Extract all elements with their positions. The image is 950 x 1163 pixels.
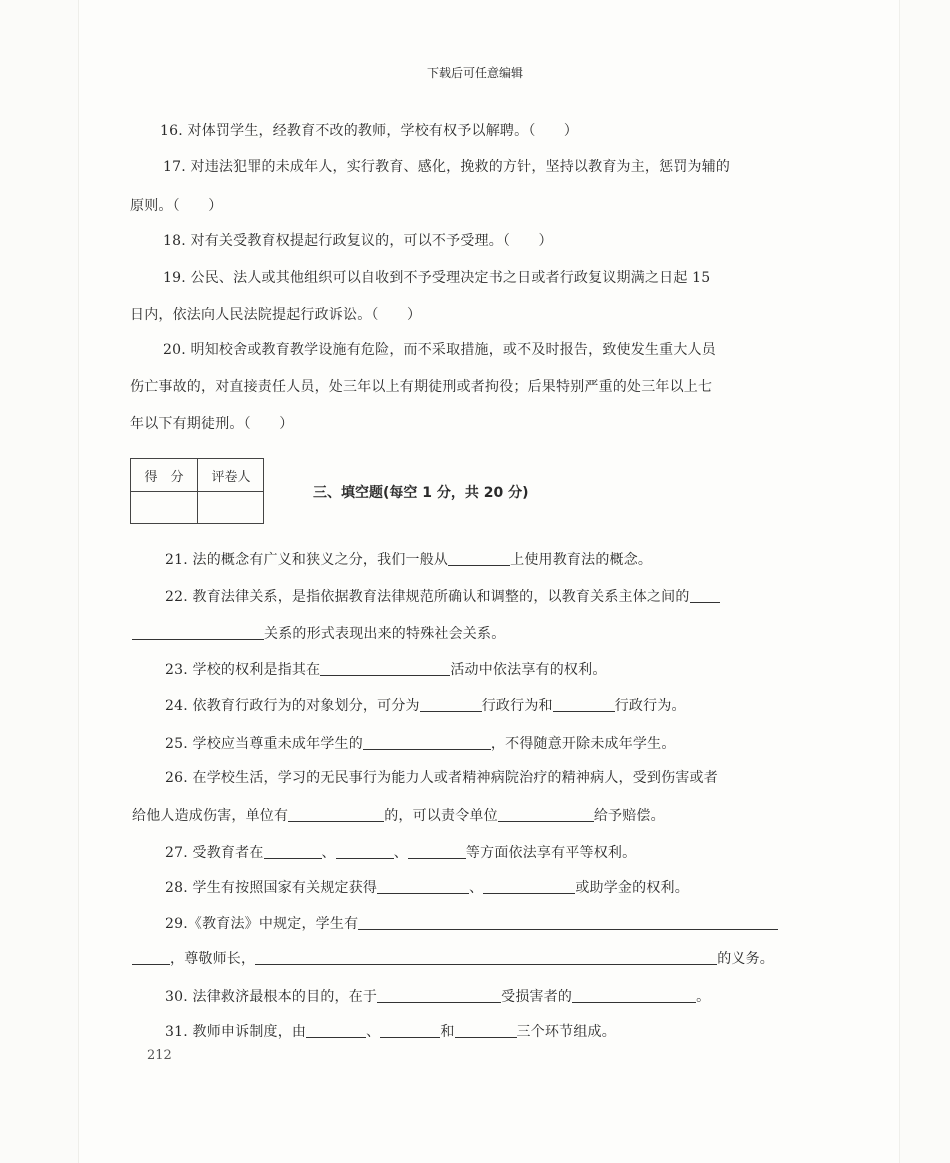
q30-text: 受损害者的 — [501, 989, 573, 1005]
bleed-through-text — [700, 130, 790, 142]
score-table — [130, 458, 264, 524]
q27-text: 等方面依法享有平等权利。 — [465, 845, 637, 861]
q25-text: ，不得随意开除未成年学生。 — [490, 736, 676, 752]
answer-blank[interactable] — [420, 697, 482, 712]
q28-text: 或助学金的权利。 — [575, 880, 689, 896]
answer-blank[interactable] — [690, 588, 720, 603]
page-header: 下载后可任意编辑 — [426, 66, 523, 80]
question-26-line2 — [132, 805, 665, 825]
q25-text: 25. 学校应当尊重未成年学生的 — [165, 736, 363, 752]
q26-text: 给他人造成伤害，单位有 — [132, 808, 289, 824]
question-22-line2 — [132, 623, 505, 643]
q30-text: 30. 法律救济最根本的目的，在于 — [165, 989, 378, 1005]
answer-blank[interactable] — [288, 807, 384, 822]
question-31 — [165, 1021, 616, 1041]
question-20-line2: 伤亡事故的，对直接责任人员，处三年以上有期徒刑或者拘役；后果特别严重的处三年以上七 — [130, 379, 713, 395]
question-20-line3: 年以下有期徒刑。（ ） — [130, 416, 294, 432]
answer-blank[interactable] — [498, 807, 594, 822]
question-25 — [165, 733, 676, 753]
q30-text: 。 — [696, 989, 711, 1005]
page-number: 212 — [147, 1048, 172, 1063]
question-28 — [165, 877, 689, 897]
answer-blank[interactable] — [132, 950, 170, 965]
question-18: 18. 对有关受教育权提起行政复议的，可以不予受理。（ ） — [163, 233, 553, 249]
answer-blank[interactable] — [380, 1023, 440, 1038]
answer-blank[interactable] — [377, 988, 501, 1003]
q29-text: 的义务。 — [717, 951, 775, 967]
q28-text: 、 — [469, 880, 484, 896]
answer-blank[interactable] — [255, 950, 717, 965]
answer-blank[interactable] — [264, 844, 322, 859]
answer-blank[interactable] — [572, 988, 696, 1003]
question-17-line1: 17. 对违法犯罪的未成年人，实行教育、感化，挽救的方针，坚持以教育为主，惩罚为辅的 — [163, 159, 731, 175]
question-16: 16. 对体罚学生，经教育不改的教师，学校有权予以解聘。（ ） — [160, 123, 579, 139]
answer-blank[interactable] — [358, 915, 778, 930]
q24-text: 行政行为和 — [481, 698, 553, 714]
question-22-line1 — [165, 586, 720, 606]
q24-text: 行政行为。 — [614, 698, 686, 714]
question-30 — [165, 986, 710, 1006]
score-label: 得 分 — [144, 470, 184, 485]
question-26-line1: 26. 在学校生活，学习的无民事行为能力人或者精神病院治疗的精神病人，受到伤害或者 — [165, 770, 718, 786]
question-29-line1 — [165, 913, 778, 933]
question-21 — [165, 549, 652, 569]
q22-text: 关系的形式表现出来的特殊社会关系。 — [264, 626, 506, 642]
answer-blank[interactable] — [377, 879, 469, 894]
question-27 — [165, 842, 636, 862]
answer-blank[interactable] — [455, 1023, 517, 1038]
q31-text: 31. 教师申诉制度，由 — [165, 1024, 307, 1040]
answer-blank[interactable] — [306, 1023, 366, 1038]
question-17-line2: 原则。（ ） — [130, 198, 223, 214]
q29-text: ，尊敬师长， — [170, 951, 256, 967]
question-20-line1: 20. 明知校舍或教育教学设施有危险，而不采取措施，或不及时报告，致使发生重大人员 — [163, 342, 716, 358]
answer-blank[interactable] — [363, 735, 491, 750]
answer-blank[interactable] — [408, 844, 466, 859]
section-title: 三、填空题(每空 1 分，共 20 分) — [313, 485, 529, 501]
answer-blank[interactable] — [336, 844, 394, 859]
q24-text: 24. 依教育行政行为的对象划分，可分为 — [165, 698, 420, 714]
answer-blank[interactable] — [553, 697, 615, 712]
q27-text: 27. 受教育者在 — [165, 845, 264, 861]
q21-text: 上使用教育法的概念。 — [510, 552, 653, 568]
answer-blank[interactable] — [448, 551, 510, 566]
q23-text: 23. 学校的权利是指其在 — [165, 662, 321, 678]
answer-blank[interactable] — [132, 625, 264, 640]
question-19-line2: 日内，依法向人民法院提起行政诉讼。（ ） — [130, 307, 422, 323]
q31-text: 、 — [366, 1024, 381, 1040]
answer-blank[interactable] — [483, 879, 575, 894]
question-29-line2 — [132, 948, 774, 968]
question-23 — [165, 659, 607, 679]
q21-text: 21. 法的概念有广义和狭义之分，我们一般从 — [165, 552, 449, 568]
q27-text: 、 — [393, 845, 408, 861]
q26-text: 给予赔偿。 — [593, 808, 665, 824]
question-24 — [165, 695, 686, 715]
q26-text: 的，可以责令单位 — [384, 808, 498, 824]
q31-text: 和 — [440, 1024, 455, 1040]
q22-text: 22. 教育法律关系，是指依据教育法律规范所确认和调整的，以教育关系主体之间的 — [165, 589, 690, 605]
question-19-line1: 19. 公民、法人或其他组织可以自收到不予受理决定书之日或者行政复议期满之日起 15 — [163, 270, 711, 286]
answer-blank[interactable] — [320, 661, 450, 676]
grader-label: 评卷人 — [211, 470, 251, 485]
q23-text: 活动中依法享有的权利。 — [450, 662, 607, 678]
q29-text: 29.《教育法》中规定，学生有 — [165, 916, 359, 932]
q31-text: 三个环节组成。 — [516, 1024, 616, 1040]
table-divider — [131, 491, 263, 492]
q27-text: 、 — [321, 845, 336, 861]
q28-text: 28. 学生有按照国家有关规定获得 — [165, 880, 378, 896]
